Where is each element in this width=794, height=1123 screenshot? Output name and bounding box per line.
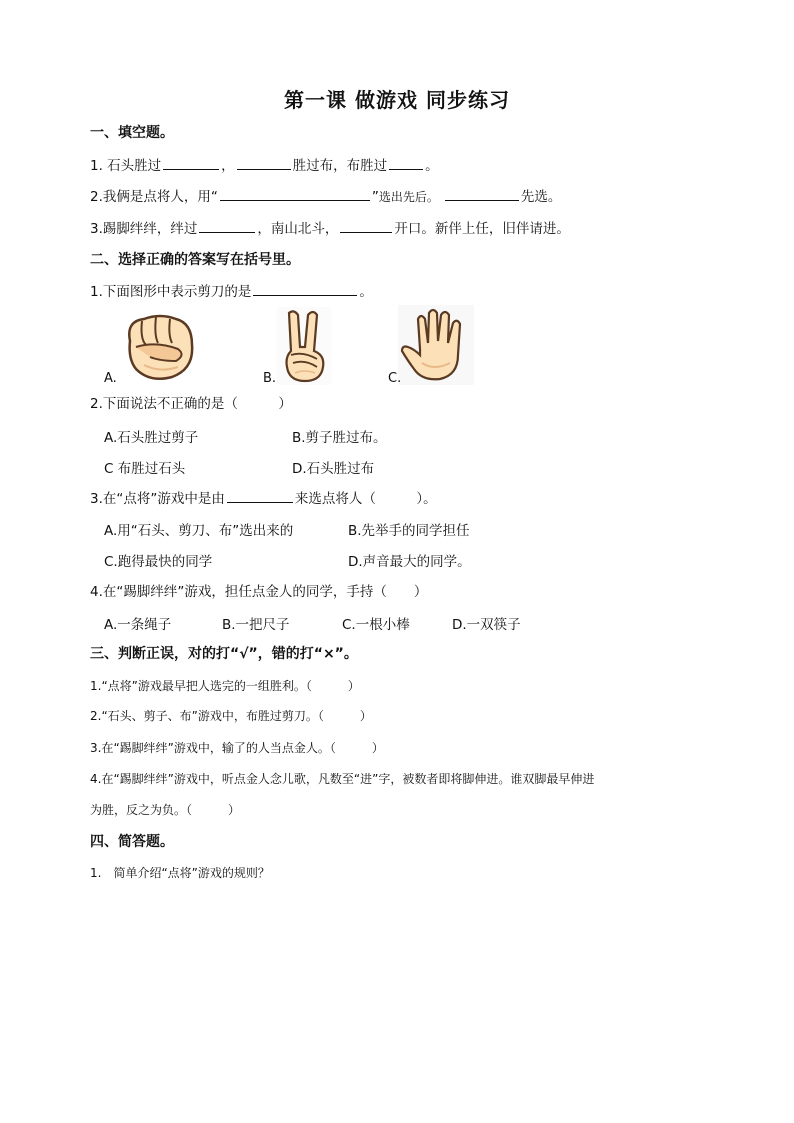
choice-q1-stem: 1.下面图形中表示剪刀的是: [90, 284, 252, 300]
open-palm-hand-icon[interactable]: [398, 305, 474, 385]
option-label-a: A.: [104, 371, 117, 386]
answer-blank[interactable]: [253, 281, 357, 296]
short-answer-1: 1. 简单介绍“点将”游戏的规则？: [90, 866, 270, 880]
choice-q3-stem-b: 来选点将人（ ）。: [294, 491, 437, 507]
q3-text-c: 开口。新伴上任，旧伴请进。: [394, 221, 570, 237]
section-1-heading: 一、填空题。: [90, 125, 174, 141]
q2-option-a[interactable]: A.石头胜过剪子: [104, 430, 199, 446]
answer-blank[interactable]: [163, 155, 219, 170]
answer-blank[interactable]: [227, 488, 293, 503]
q2-option-d[interactable]: D.石头胜过布: [292, 461, 375, 477]
q2-text-a: 2.我俩是点将人，用“: [90, 189, 218, 205]
judge-item-2: 2.“石头、剪子、布”游戏中，布胜过剪刀。（ ）: [90, 709, 372, 723]
q3-option-d[interactable]: D.声音最大的同学。: [348, 554, 471, 570]
judge-item-3: 3.在“踢脚绊绊”游戏中，输了的人当点金人。（ ）: [90, 741, 384, 755]
option-label-c: C.: [388, 371, 402, 386]
section-3-heading: 三、判断正误，对的打“√”，错的打“×”。: [90, 646, 358, 662]
q3-option-c[interactable]: C.跑得最快的同学: [104, 554, 213, 570]
q1-text-d: 。: [425, 158, 439, 174]
fill-question-2: [90, 186, 561, 207]
judge-item-4: 4.在“踢脚绊绊”游戏中，听点金人念儿歌，凡数至“进”字，被数者即将脚伸进。谁双脚最早伸进: [90, 772, 595, 786]
fill-question-3: [90, 218, 570, 239]
q3-text-b: ，南山北斗，: [257, 221, 339, 237]
q1-text-c: 胜过布，布胜过: [292, 158, 388, 174]
answer-blank[interactable]: [340, 218, 392, 233]
q2-text-b: ”: [371, 189, 379, 205]
answer-blank[interactable]: [199, 218, 255, 233]
section-2-heading: 二、选择正确的答案写在括号里。: [90, 252, 300, 268]
choice-q3-stem-a: 3.在“点将”游戏中是由: [90, 491, 225, 507]
page-title: 第一课 做游戏 同步练习: [284, 88, 510, 112]
choice-q1-end: 。: [359, 284, 373, 300]
q3-option-b[interactable]: B.先举手的同学担任: [348, 523, 470, 539]
q2-text-d: 先选。: [520, 189, 562, 205]
answer-blank[interactable]: [389, 155, 423, 170]
q3-option-a[interactable]: A.用“石头、剪刀、布”选出来的: [104, 523, 294, 539]
fill-question-1: [90, 155, 439, 176]
q4-option-a[interactable]: A.一条绳子: [104, 617, 172, 633]
scissors-hand-icon[interactable]: [277, 307, 331, 385]
option-label-b: B.: [263, 371, 277, 386]
q2-option-b[interactable]: B.剪子胜过布。: [292, 430, 387, 446]
fist-hand-icon[interactable]: [120, 311, 198, 383]
answer-blank[interactable]: [237, 155, 291, 170]
answer-blank[interactable]: [220, 186, 370, 201]
q3-text-a: 3.踢脚绊绊，绊过: [90, 221, 198, 237]
q2-text-c: 选出先后。: [378, 190, 439, 204]
q1-text-a: 1. 石头胜过: [90, 158, 162, 174]
q4-option-b[interactable]: B.一把尺子: [222, 617, 290, 633]
choice-question-4: 4.在“踢脚绊绊”游戏，担任点金人的同学，手持（ ）: [90, 584, 428, 600]
judge-item-1: 1.“点将”游戏最早把人选完的一组胜利。（ ）: [90, 679, 360, 693]
q4-option-c[interactable]: C.一根小棒: [342, 617, 410, 633]
choice-question-2: 2.下面说法不正确的是（ ）: [90, 396, 292, 412]
q2-option-c[interactable]: C 布胜过石头: [104, 461, 186, 477]
section-4-heading: 四、简答题。: [90, 834, 174, 850]
q4-option-d[interactable]: D.一双筷子: [452, 617, 521, 633]
choice-question-1: [90, 281, 373, 302]
judge-item-4-cont: 为胜，反之为负。（ ）: [90, 803, 241, 817]
q1-text-b: ，: [221, 158, 235, 174]
answer-blank[interactable]: [445, 186, 519, 201]
choice-question-3: [90, 488, 437, 509]
